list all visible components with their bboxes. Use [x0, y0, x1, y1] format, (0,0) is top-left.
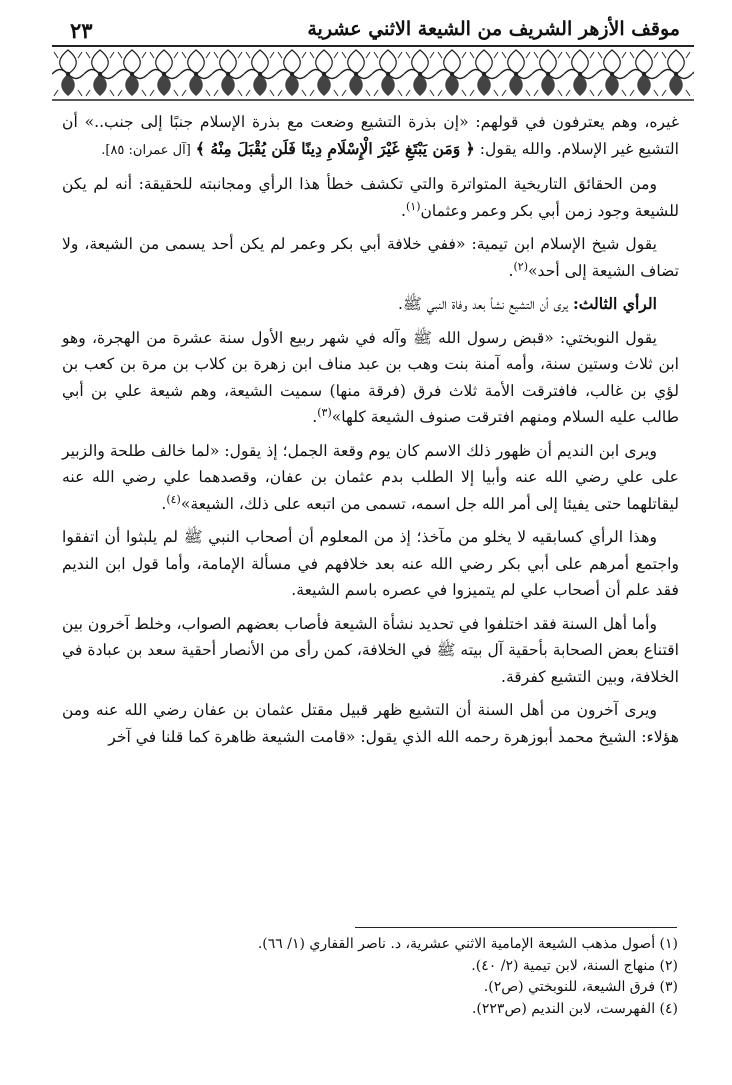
third-opinion-label: الرأي الثالث:: [572, 294, 657, 313]
footnote-ref-2: (٢): [513, 259, 528, 273]
footnote-ref-3: (٣): [317, 405, 332, 419]
footnotes: [150, 934, 678, 1020]
main-text: [62, 109, 679, 757]
footnote-3: (٣) فرق الشيعة، للنوبختي (ص٢).: [483, 979, 678, 996]
paragraph-3: يقول شيخ الإسلام ابن تيمية: «ففي خلافة أبي بكر وعمر لم يكن أحد يسمى من الشيعة، ولا تضاف الشيعة إلى أحد»$^{(٢)}$.: [62, 235, 679, 280]
paragraph-6: ويرى ابن النديم أن ظهور ذلك الاسم كان يوم وقعة الجمل؛ إذ يقول: «لما خالف طلحة والزبير على علي رضي الله عنه وأبيا إلا الطلب بدم عثمان بن عفان، وقصدهما علي رضي الله عنه ليقاتلهما حتى يفيئا إلى أمر الله جل اسمه، تسمى من اتبعه على ذلك، الشيعة»$^{(٤)}$.: [62, 441, 679, 513]
paragraph-2: ومن الحقائق التاريخية المتواترة والتي تكشف خطأ هذا الرأي ومجانبته للحقيقة: أنه لم يكن للشيعة وجود زمن أبي بكر وعمر وعثمان$^{(١)}$.: [62, 175, 679, 220]
page-header: [70, 18, 680, 42]
quran-reference: [آل عمران: ٨٥].: [101, 142, 191, 158]
paragraph-4: الرأي الثالث: يرى أن التشيع نشأ بعد وفاة النبي ﷺ.: [398, 294, 657, 313]
running-title: موقف الأزهر الشريف من الشيعة الاثني عشرية: [307, 18, 680, 40]
decorative-ornament-band: [52, 44, 694, 102]
quran-verse: ﴿ وَمَن يَبْتَغِ غَيْرَ الْإِسْلَامِ دِينًا فَلَن يُقْبَلَ مِنْهُ ﴾: [195, 138, 475, 158]
footnote-ref-1: (١): [405, 199, 421, 213]
footnote-1: (١) أصول مذهب الشيعة الإمامية الاثني عشرية، د. ناصر القفاري (١/ ٦٦).: [257, 936, 678, 952]
paragraph-1: غيره، وهم يعترفون في قولهم: «إن بذرة التشيع وضعت مع بذرة الإسلام جنبًا إلى جنب..» أن التشيع غير الإسلام. والله يقول: ﴿ وَمَن يَبْتَغِ غَيْرَ الْإِسْلَامِ دِينًا فَلَن يُقْبَلَ مِنْهُ ﴾ [آل عمران: ٨٥].: [62, 113, 679, 158]
page-number: ٢٣: [70, 18, 93, 43]
paragraph-5: يقول النوبختي: «قبض رسول الله ﷺ وآله في شهر ربيع الأول سنة عشرة من الهجرة، وهو ابن ثلاث وستين سنة، وأمه آمنة بنت وهب بن عبد مناف ابن زهرة بن كلاب بن مرة بن كعب بن لؤي بن غالب، فافترقت الأمة ثلاث فرق (فرقة منها) سميت الشيعة، وهم شيعة علي بن أبي طالب عليه السلام ومنهم افترقت صنوف الشيعة كلها»$^{(٣)}$.: [62, 328, 679, 426]
footnote-ref-4: (٤): [166, 492, 181, 506]
footnote-2: (٢) منهاج السنة، لابن تيمية (٢/ ٤٠).: [471, 957, 678, 974]
footnote-divider: [355, 927, 677, 928]
footnote-4: (٤) الفهرست، لابن النديم (ص٢٢٣).: [471, 1000, 678, 1017]
paragraph-7: وهذا الرأي كسابقيه لا يخلو من مآخذ؛ إذ من المعلوم أن أصحاب النبي ﷺ لم يلبثوا أن اتفقوا واجتمع أمرهم على أبي بكر رضي الله عنه بعد خلافهم في مسألة الإمامة، وأما قول ابن النديم فقد علم أن أصحاب علي لم يتميزوا في عصره باسم الشيعة.: [62, 528, 679, 599]
paragraph-9: ويرى آخرون من أهل السنة أن التشيع ظهر قبيل مقتل عثمان بن عفان رضي الله عنه ومن هؤلاء: الشيخ محمد أبوزهرة رحمه الله الذي يقول: «قامت الشيعة ظاهرة كما قلنا في آخر: [62, 701, 679, 746]
paragraph-8: وأما أهل السنة فقد اختلفوا في تحديد نشأة الشيعة فأصاب بعضهم الصواب، وخلط آخرون بين اقتناع بعض الصحابة بأحقية آل بيته ﷺ في الخلافة، كمن رأى من الأنصار أحقية سعد بن عبادة في الخلافة، وبين التشيع كفرقة.: [62, 614, 679, 686]
